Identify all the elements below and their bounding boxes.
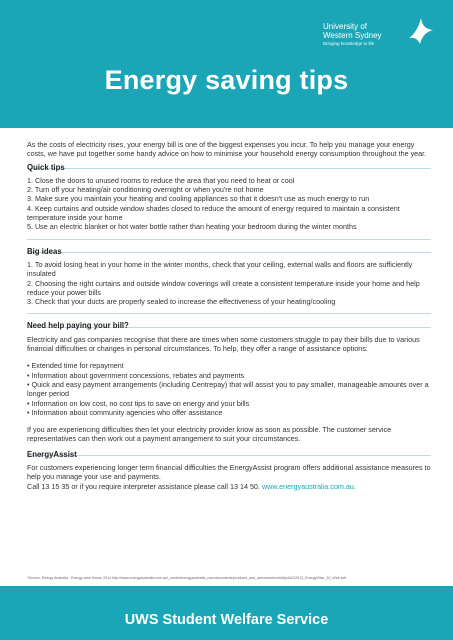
header-banner: [0, 0, 453, 128]
big-idea-item: 2. Choosing the right curtains and outside window coverings will create a consistent temperature inside your home and help reduce your power bills: [27, 278, 420, 297]
big-ideas-heading: Big ideas: [27, 246, 62, 256]
energy-australia-link[interactable]: www.energyaustralia.com.au.: [261, 481, 356, 491]
quick-tip-item: 3. Make sure you maintain your heating and cooling appliances so that it doesn't use as much energy to run: [27, 194, 370, 204]
main-content: [27, 140, 431, 491]
spacer: [27, 353, 431, 361]
university-logo: [323, 16, 435, 60]
divider: [27, 455, 431, 456]
bird-logo-icon: [405, 16, 435, 46]
big-idea-item: 3. Check that your ducts are properly sealed to increase the effectiveness of your heating/cooling: [27, 297, 336, 307]
help-paragraph: Electricity and gas companies recognise that there are times when some customers struggle to pay their bills due to various financial difficulties or changes in personal circumstances. To help, they offer a range of assistance options:: [27, 334, 420, 354]
quick-tip-item: 4. Keep curtains and outside window shades closed to reduce the amount of energy required to maintain a consistent temperature inside your home: [27, 203, 400, 223]
quick-tip-item: 1. Close the doors to unused rooms to reduce the area that you need to heat or cool: [27, 175, 295, 185]
help-heading: Need help paying your bill?: [27, 321, 129, 331]
big-idea-item: 1. To avoid losing heat in your home in the winter months, check that your ceiling, external walls and floors are sufficiently insulated: [27, 259, 413, 279]
divider: [27, 313, 431, 314]
footer-title: UWS Student Welfare Service: [124, 612, 329, 628]
logo-tagline: Bringing knowledge to life: [323, 41, 375, 46]
assistance-item: • Extended time for repayment: [27, 361, 124, 371]
quick-tips-heading: Quick tips: [27, 162, 65, 172]
page-title: Energy saving tips: [104, 65, 349, 95]
intro-paragraph: As the costs of electricity rises, your energy bill is one of the biggest expenses you incur. To help you manage your energy costs, we have put together some handy advice on how to minimise your household energy consumption throughout the year.: [27, 140, 427, 159]
energy-assist-paragraph: For customers experiencing longer term financial difficulties the EnergyAssist program offers additional assistance measures to help you manage your use and payments.: [27, 463, 431, 482]
energy-assist-heading: EnergyAssist: [27, 449, 77, 459]
quick-tip-item: 5. Use an electric blanket or hot water bottle rather than heating your bedroom during the winter months: [27, 222, 357, 232]
divider: [27, 252, 431, 253]
quick-tip-item: 2. Turn off your heating/air conditioning overnight or when you're not home: [27, 185, 264, 195]
assistance-item: • Information about government concessions, rebates and payments: [27, 370, 245, 380]
assistance-item: • Information on low cost, no cost tips to save on energy and your bills: [27, 398, 250, 408]
assistance-item: • Quick and easy payment arrangements (including Centrepay) that will assist you to pay smaller, manageable amounts over a longer period: [27, 379, 429, 399]
logo-text: [323, 22, 382, 47]
call-text: Call 13 15 35 or if you require interpreter assistance please call 13 14 50.: [27, 481, 260, 491]
logo-line2: Western Sydney: [323, 31, 382, 40]
source-citation: *Source: Energy Australia - Energy wise House 2014 http://www.energyaustralia.com.au/_media/energyaustralia_nsw/documents/products_and_services/electricity/AUG2013_EnergyWise_20_Web.pdf: [27, 576, 346, 580]
divider: [27, 168, 431, 169]
help-closing: If you are experiencing difficulties then let your electricity provider know as soon as possible. The customer service representatives can then work out a payment arrangement to suit your circumstances.: [27, 425, 392, 444]
logo-line1: University of: [323, 22, 368, 31]
assistance-item: • Information about community agencies who offer assistance: [27, 407, 223, 417]
spacer: [27, 417, 431, 425]
divider: [27, 239, 431, 240]
energy-assist-call: [27, 482, 431, 491]
